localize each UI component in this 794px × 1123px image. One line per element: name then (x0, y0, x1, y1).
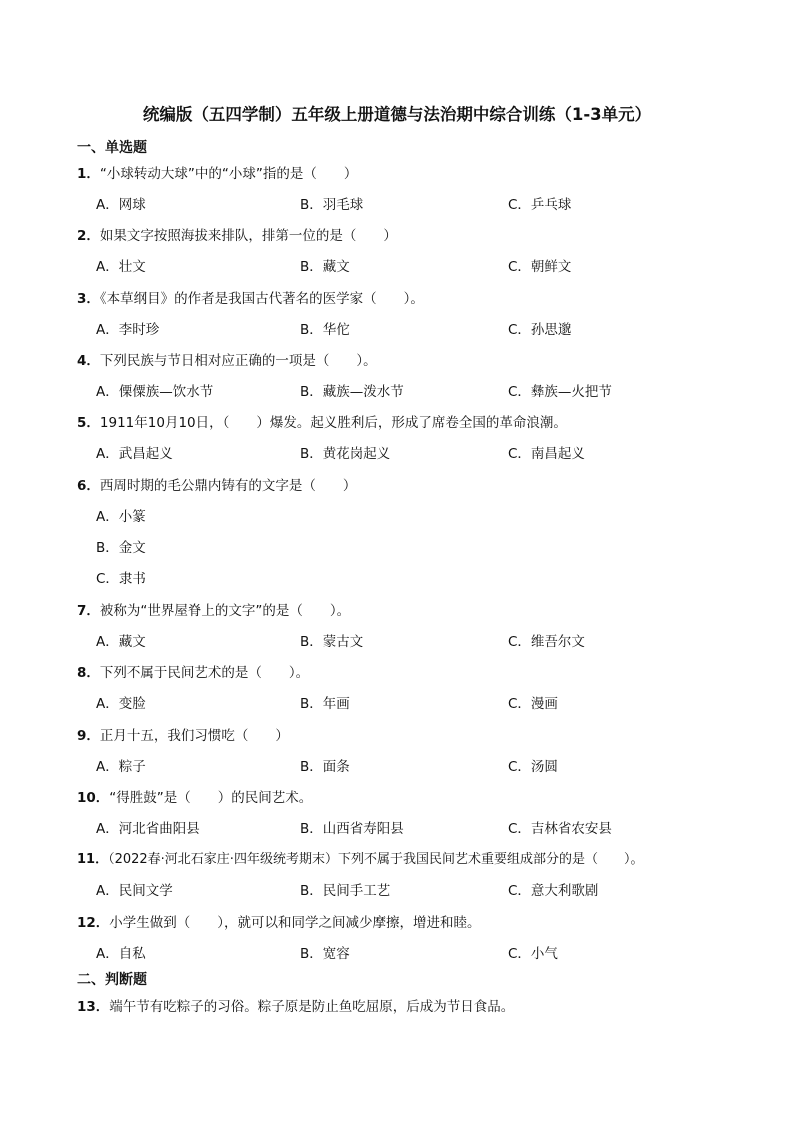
question-number: 2． (77, 228, 100, 244)
page-title: 统编版（五四学制）五年级上册道德与法治期中综合训练（1-3单元） (142, 105, 652, 124)
option-c[interactable]: C．维吾尔文 (508, 634, 585, 650)
option-c[interactable]: C．小气 (508, 946, 558, 962)
option-b[interactable]: B．山西省寿阳县 (300, 821, 404, 837)
option-c[interactable]: C．漫画 (508, 696, 558, 712)
question-number: 1． (77, 166, 100, 182)
option-b[interactable]: B．黄花岗起义 (300, 446, 391, 462)
question-stem: “小球转动大球”中的“小球”指的是（ ） (99, 166, 358, 182)
option-c[interactable]: C．孙思邈 (508, 322, 572, 338)
question-stem: 正月十五，我们习惯吃（ ） (99, 728, 289, 744)
option-a[interactable]: A．自私 (96, 946, 146, 962)
question-11 (77, 850, 643, 870)
option-a[interactable]: A．壮文 (96, 259, 146, 275)
question-7 (77, 601, 350, 621)
option-b[interactable]: B．藏族—泼水节 (300, 384, 404, 400)
question-number: 5． (77, 415, 100, 431)
question-9 (77, 726, 289, 746)
question-stem: （2022春·河北石家庄·四年级统考期末）下列不属于我国民间艺术重要组成部分的是（ ）。 (108, 852, 644, 867)
question-stem: 1911年10月10日，（ ）爆发。起义胜利后，形成了席卷全国的革命浪潮。 (99, 415, 567, 431)
question-1 (77, 164, 357, 184)
question-stem: 下列民族与节日相对应正确的一项是（ ）。 (99, 353, 377, 369)
option-a[interactable]: A．傈僳族—饮水节 (96, 384, 214, 400)
option-b[interactable]: B．面条 (300, 759, 350, 775)
option-a[interactable]: A．武昌起义 (96, 446, 173, 462)
option-a[interactable]: A．藏文 (96, 634, 146, 650)
question-4 (77, 351, 377, 371)
question-number: 3． (77, 291, 100, 307)
question-stem: 西周时期的毛公鼎内铸有的文字是（ ） (99, 478, 357, 494)
question-number: 10． (77, 790, 110, 806)
question-2 (77, 226, 397, 246)
option-b[interactable]: B．年画 (300, 696, 350, 712)
option-b[interactable]: B．民间手工艺 (300, 883, 391, 899)
question-stem: “得胜鼓”是（ ）的民间艺术。 (109, 790, 313, 806)
section-heading-true-false: 二、判断题 (77, 972, 147, 988)
question-5 (77, 413, 567, 433)
option-c[interactable]: C．汤圆 (508, 759, 558, 775)
question-10 (77, 788, 312, 808)
option-a[interactable]: A．网球 (96, 197, 146, 213)
option-b[interactable]: B．羽毛球 (300, 197, 364, 213)
option-c[interactable]: C．乒乓球 (508, 197, 572, 213)
question-number: 4． (77, 353, 100, 369)
question-stem: 被称为“世界屋脊上的文字”的是（ ）。 (99, 603, 351, 619)
option-a[interactable]: A．变脸 (96, 696, 146, 712)
question-number: 6． (77, 478, 100, 494)
option-c[interactable]: C．意大利歌剧 (508, 883, 599, 899)
option-c[interactable]: C．彝族—火把节 (508, 384, 612, 400)
option-c[interactable]: C．吉林省农安县 (508, 821, 612, 837)
question-stem: 《本草纲目》的作者是我国古代著名的医学家（ ）。 (99, 291, 424, 307)
option-b[interactable]: B．宽容 (300, 946, 350, 962)
question-number: 7． (77, 603, 100, 619)
question-number: 8． (77, 665, 100, 681)
option-a[interactable]: A．粽子 (96, 759, 146, 775)
option-c[interactable]: C．隶书 (96, 571, 146, 587)
question-number: 11． (77, 852, 109, 867)
question-6 (77, 476, 356, 496)
option-a[interactable]: A．小篆 (96, 509, 146, 525)
question-number: 12． (77, 915, 110, 931)
question-stem: 下列不属于民间艺术的是（ ）。 (99, 665, 310, 681)
question-number: 9． (77, 728, 100, 744)
option-b[interactable]: B．蒙古文 (300, 634, 364, 650)
question-12 (77, 913, 481, 933)
question-stem: 如果文字按照海拔来排队，排第一位的是（ ） (99, 228, 397, 244)
option-a[interactable]: A．李时珍 (96, 322, 160, 338)
question-3 (77, 289, 424, 309)
option-a[interactable]: A．民间文学 (96, 883, 173, 899)
question-13 (77, 997, 514, 1017)
section-heading-single-choice: 一、单选题 (77, 140, 147, 156)
question-stem: 小学生做到（ ），就可以和同学之间减少摩擦，增进和睦。 (109, 915, 481, 931)
option-b[interactable]: B．金文 (96, 540, 146, 556)
option-a[interactable]: A．河北省曲阳县 (96, 821, 200, 837)
option-c[interactable]: C．朝鲜文 (508, 259, 572, 275)
option-b[interactable]: B．藏文 (300, 259, 350, 275)
question-number: 13． (77, 999, 110, 1015)
question-8 (77, 663, 309, 683)
question-stem: 端午节有吃粽子的习俗。粽子原是防止鱼吃屈原，后成为节日食品。 (109, 999, 515, 1015)
option-c[interactable]: C．南昌起义 (508, 446, 585, 462)
option-b[interactable]: B．华佗 (300, 322, 350, 338)
